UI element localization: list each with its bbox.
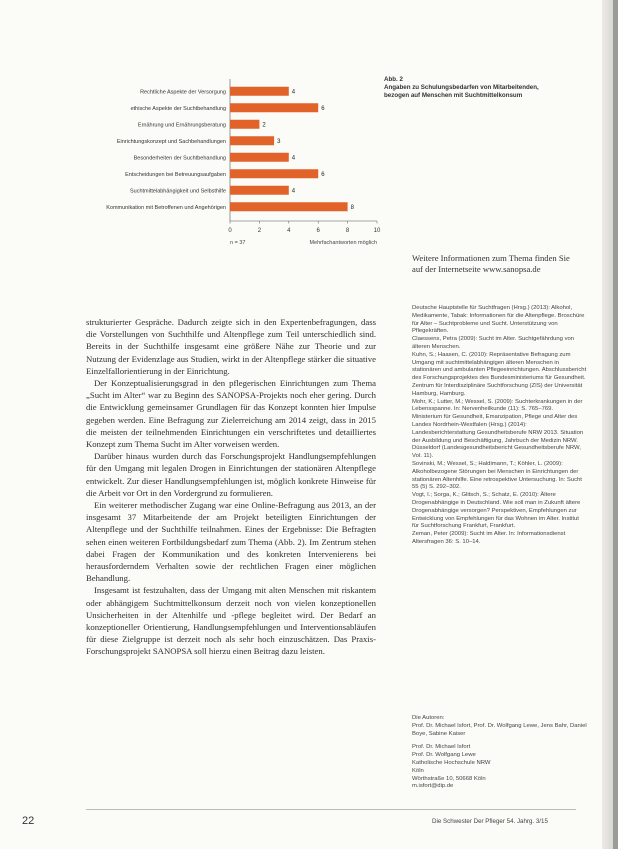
reference-item: Kuhn, S.; Haasen, C. (2010): Repräsentative Befragung zum Umgang mit suchtmittelabhängigen älteren Menschen in stationären und ambulanten Pflegeeinrichtungen. Abschlussbericht des Forschungsprojektes des Bundesministeriums für Gesundheit. Zentrum für Interdisziplinäre Suchtforschung (ZIS) der Universität Hamburg, Hamburg. (412, 351, 587, 397)
contact-block (412, 744, 587, 791)
reference-list (412, 305, 587, 547)
x-tick-label: 10 (373, 228, 381, 234)
figure-caption (384, 76, 554, 100)
x-tick-label: 2 (257, 228, 262, 234)
category-label: Einrichtungskonzept und Sachbehandlungen (116, 138, 226, 145)
main-text-column (86, 316, 376, 658)
figure-caption-description: Angaben zu Schulungsbedarfen von Mitarbeitenden, bezogen auf Menschen mit Suchtmittelkonsum (384, 84, 539, 99)
author-info (412, 715, 587, 797)
category-label: Rechtliche Aspekte der Versorgung (140, 89, 226, 96)
bar-chart (0, 0, 400, 270)
bar (230, 202, 348, 211)
bar-value-label: 4 (291, 155, 296, 162)
journal-footer: Die Schwester Der Pfleger 54. Jahrg. 3/15 (432, 818, 548, 825)
author-block (412, 715, 587, 738)
bar-value-label: 4 (291, 89, 296, 96)
reference-item: Sovinski, M.; Wessel, S.; Haldimann, T.; Köhler, L. (2009): Alkoholbezogene Störungen bei Menschen in Einrichtungen der stationären Altenhilfe. Eine retrospektive Untersuchung. In: Sucht 55 (5) S. 292–302. (412, 460, 582, 491)
reference-item: Zeman, Peter (2009): Sucht im Alter. In: Informationsdienst Altersfragen 36: S. 10–14. (412, 531, 566, 545)
reference-item: Claessens, Petra (2009): Sucht im Alter. Suchtgefährdung von älteren Menschen. (412, 336, 575, 350)
page-edge (613, 0, 618, 849)
category-label: Besonderheiten der Suchtbehandlung (133, 155, 226, 162)
bar (230, 87, 289, 96)
bar (230, 120, 259, 129)
paragraph: strukturierter Gespräche. Dadurch zeigte sich in den Expertenbefragungen, dass die Vorstellungen von Suchthilfe und Altenpflege zum Teil unterschiedlich sind. Bereits in der Suchthilfe insgesamt eine größere Nähe zur Theorie und zur Nutzung der Evidenzlage aus Studien, wirkt in der Altenpflege stärker die situative Einzelfallorientierung in der Einrichtung. (86, 317, 376, 376)
sample-size-note: n = 37 (230, 240, 246, 246)
paragraph: Der Konzeptualisierungsgrad in den pflegerischen Einrichtungen zum Thema „Sucht im Alter“ war zu Beginn des SANOPSA-Projekts noch eher gering. Durch die Entwicklung gemeinsamer Grundlagen für das Konzept konnten hier Impulse gegeben werden. Eine Befragung zur Zielerreichung am 2014 zeigt, dass in 2015 die meisten der teilnehmenden Einrichtungen ein verschriftetes und detailliertes Konzept zum Thema Sucht im Alter vorweisen werden. (86, 378, 376, 450)
contact-line: Katholische Hochschule NRW (412, 759, 491, 766)
authors-label: Die Autoren: (412, 715, 445, 721)
contact-line: Wörthstraße 10, 50668 Köln (412, 775, 486, 782)
paragraph: Insgesamt ist festzuhalten, dass der Umgang mit alten Menschen mit riskantem oder abhängigem Suchtmittelkonsum derzeit noch von vielen konzeptionellen Unsicherheiten in der Altenhilfe und -pflege begleitet wird. Der Bedarf an konzeptioneller Orientierung, Handlungsempfehlungen und Interventionsabläufen für diese Zielgruppe ist derzeit noch als sehr hoch einzuschätzen. Das Praxis-Forschungsprojekt SANOPSA soll hierzu einen Beitrag dazu leisten. (86, 585, 376, 657)
category-label: Entscheidungen bei Betreuungsaufgaben (125, 171, 226, 178)
page-number: 22 (22, 815, 35, 827)
contact-line: Prof. Dr. Wolfgang Lewe (412, 752, 476, 759)
bar-value-label: 3 (277, 138, 281, 145)
reference-item: Deutsche Hauptstelle für Suchtfragen (Hrsg.) (2013): Alkohol, Medikamente, Tabak: Informationen für die Altenpflege. Broschüre für Alter – Suchtprobleme und Sucht. Unterstützung von Pflegekräften. (412, 305, 585, 335)
bar-value-label: 2 (262, 122, 266, 129)
authors-names: Prof. Dr. Michael Isfort, Prof. Dr. Wolfgang Lewe, Jens Bahr, Daniel Boye, Sabine Kaiser (412, 722, 587, 737)
multiple-answers-note: Mehrfachantworten möglich (309, 240, 377, 246)
bar (230, 103, 318, 112)
footer-rule (86, 809, 576, 810)
category-label: Kommunikation mit Betroffenen und Angehörigen (106, 204, 226, 211)
bar (230, 169, 318, 178)
contact-email: m.isfort@dip.de (412, 783, 454, 790)
x-tick-label: 6 (316, 228, 320, 234)
reference-item: Vogt, I.; Sorga, K.; Glitsch, S.; Schatz, E. (2010): Ältere Drogenabhängige in Deutschland. Wie soll man in Zukunft ältere Drogenabhängige versorgen? Perspektiven, Empfehlungen zur Entwicklung von Empfehlungen für das Wohnen im Alter. Institut für Suchtforschung Frankfurt, Frankfurt. (412, 492, 581, 530)
bar-value-label: 6 (321, 105, 325, 112)
paragraph: Ein weiterer methodischer Zugang war eine Online-Befragung aus 2013, an der insgesamt 37 Mitarbeitende der am Projekt beteiligten Einrichtungen der Altenpflege und der Suchthilfe teilnahmen. Eines der Ergebnisse: Die Befragten sehen einen weiteren Fortbildungsbedarf zum Thema (Abb. 2). Im Zentrum stehen dabei Fragen der Kommunikation und des konkreten Intervenierens bei herausforderndem Verhalten sowie der rechtlichen Fragen einer möglichen Behandlung. (86, 500, 376, 584)
reference-item: Ministerium für Gesundheit, Emanzipation, Pflege und Alter des Landes Nordrhein-Westfalen (Hrsg.) (2014): Landesberichterstattung Gesundheitsberufe NRW 2013. Situation der Ausbildung und Beschäftigung, Jahrbuch der Medizin NRW. Düsseldorf (Landesgesundheitsbericht Gesundheitsberufe NRW, Vol. 11). (412, 414, 584, 460)
figure-caption-title: Abb. 2 (384, 76, 403, 83)
bar (230, 186, 289, 195)
category-label: Ernährung und Ernährungsberatung (137, 122, 226, 129)
bar-value-label: 6 (321, 171, 325, 178)
x-tick-label: 8 (345, 228, 350, 234)
bar-value-label: 8 (350, 204, 354, 211)
category-label: Suchtmittelabhängigkeit und Selbsthilfe (129, 188, 226, 195)
paragraph: Darüber hinaus wurden durch das Forschungsprojekt Handlungsempfehlungen für den Umgang mit legalen Drogen in Einrichtungen der stationären Altenpflege entwickelt. Zur dieser Handlungsempfehlungen ist, möglich konkrete Hinweise für die Arbeit vor Ort in den Vordergrund zu formulieren. (86, 451, 376, 498)
bar (230, 153, 289, 162)
info-box: Weitere Informationen zum Thema finden Sie auf der Internetseite www.sanopsa.de (412, 253, 570, 274)
x-tick-label: 0 (228, 228, 232, 234)
reference-item: Mohr, K.; Lutter, M.; Wessel, S. (2009): Suchterkrankungen in der Lebensspanne. In: Nervenheilkunde (11): S. 765–769. (412, 398, 583, 413)
contact-line: Köln (412, 767, 424, 774)
bar-value-label: 4 (291, 188, 296, 195)
contact-line: Prof. Dr. Michael Isfort (412, 744, 471, 751)
category-label: ethische Aspekte der Suchtbehandlung (130, 105, 226, 112)
x-tick-label: 4 (287, 228, 291, 234)
bar (230, 136, 274, 145)
